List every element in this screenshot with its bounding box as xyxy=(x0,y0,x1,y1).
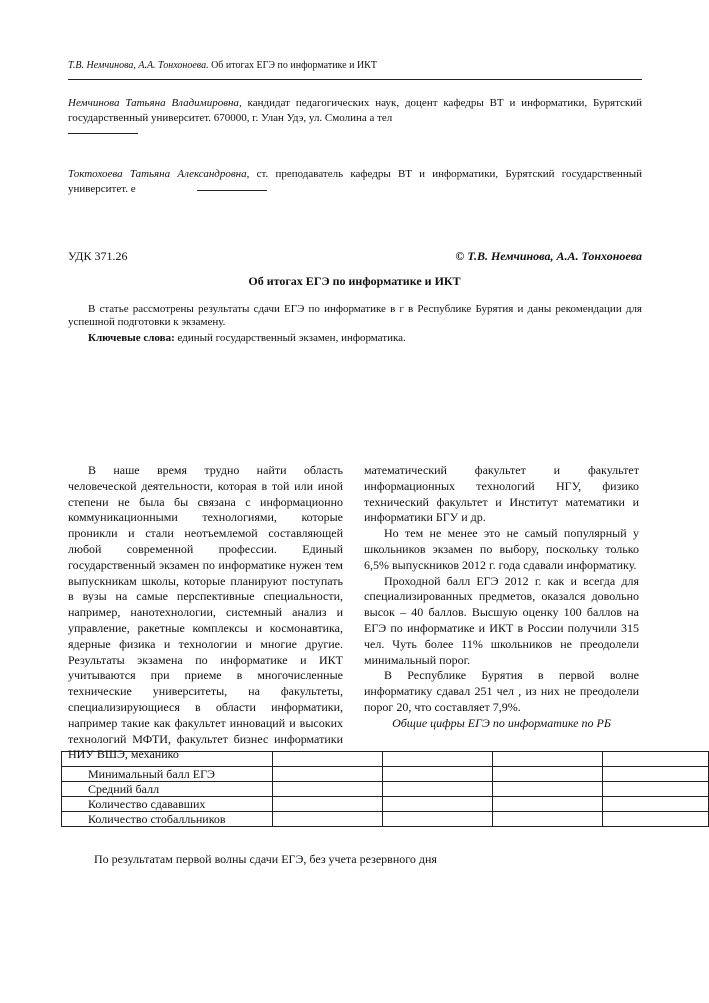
table-cell-label xyxy=(62,752,273,767)
copyright: © Т.В. Немчинова, А.А. Тонхоноева xyxy=(455,249,642,263)
table-row xyxy=(62,782,709,797)
table-cell xyxy=(382,812,492,827)
table-cell-label: Минимальный балл ЕГЭ xyxy=(62,767,273,782)
author-info-1 xyxy=(68,96,642,126)
footnote: По результатам первой волны сдачи ЕГЭ, без учета резервного дня xyxy=(94,852,437,866)
keywords-text: единый государственный экзамен, информатика. xyxy=(174,332,406,344)
body-paragraph: Но тем не менее это не самый популярный у школьников экзамен по выбору, поскольку только 6,5% выпускников 2012 г. года сдавали информатику. xyxy=(364,526,639,572)
table-cell xyxy=(492,797,603,812)
body-column-right xyxy=(364,463,639,732)
table-cell-label: Количество стобалльников xyxy=(62,812,273,827)
table-cell-label: Количество сдававших xyxy=(62,797,273,812)
running-header-title: Об итогах ЕГЭ по информатике и ИКТ xyxy=(211,60,377,71)
author-name-2: Токтохоева Татьяна Александровна xyxy=(68,168,247,180)
author-info-2 xyxy=(68,167,642,197)
table-cell xyxy=(492,752,603,767)
table-caption: Общие цифры ЕГЭ по информатике по РБ xyxy=(392,715,611,730)
table-cell xyxy=(272,812,382,827)
table-row xyxy=(62,752,709,767)
keywords xyxy=(88,332,406,344)
table-row xyxy=(62,767,709,782)
keywords-label: Ключевые слова: xyxy=(88,332,175,344)
header-rule xyxy=(68,79,642,80)
body-column-left xyxy=(68,463,343,763)
body-paragraph-continued: математический факультет и факультет информационных технологий НГУ, физико технический факультет и Институт математики и информатики БГУ и др. xyxy=(364,463,639,525)
body-paragraph: В Республике Бурятия в первой волне информатику сдавал 251 чел , из них не преодолели порог 20, что составляет 7,9%. xyxy=(364,668,639,714)
table-cell xyxy=(603,752,709,767)
udk-code: УДК 371.26 xyxy=(68,249,128,263)
abstract: В статье рассмотрены результаты сдачи ЕГЭ по информатике в г в Республике Бурятия и даны рекомендации для успешной подготовки к экзамену. xyxy=(68,303,642,328)
author-email-line-1 xyxy=(68,133,138,134)
author-email-line-2 xyxy=(197,190,267,191)
table-cell xyxy=(492,767,603,782)
table-cell-label: Средний балл xyxy=(62,782,273,797)
table-cell xyxy=(603,812,709,827)
paper-title: Об итогах ЕГЭ по информатике и ИКТ xyxy=(248,274,461,288)
table-row xyxy=(62,812,709,827)
author-name-1: Немчинова Татьяна Владимировна xyxy=(68,97,239,109)
table-cell xyxy=(603,767,709,782)
table-cell xyxy=(492,782,603,797)
body-paragraph: В наше время трудно найти область человеческой деятельности, которая в той или иной степени не была бы связана с информационно коммуникационными технологиями, которые проникли и стали неотъемлемой составляющей любой современной профессии. Единый государственный экзамен по информатике нужен тем выпускникам школы, которые планируют поступать в вузы на самые перспективные специальности, например, нанотехнологии, системный анализ и управление, ракетные комплексы и космонавтика, ядерные физика и технологии и многие другие. Результаты экзамена по информатике и ИКТ учитываются при приеме в многочисленные технические университеты, на факультеты, специализирующиеся в области информатики, например такие как факультет инноваций и высоких технологий МФТИ, факультет бизнес информатики НИУ ВШЭ, механико xyxy=(68,463,343,762)
table-cell xyxy=(492,812,603,827)
table-cell xyxy=(272,782,382,797)
table-cell xyxy=(272,767,382,782)
table-cell xyxy=(603,782,709,797)
author-affiliation-1: , кандидат педагогических наук, доцент кафедры ВТ и информатики, Бурятский государственный университет. 670000, г. Улан Удэ, ул. Смолина а тел xyxy=(68,97,643,124)
table-cell xyxy=(272,752,382,767)
table-cell xyxy=(382,752,492,767)
table-cell xyxy=(603,797,709,812)
results-table xyxy=(61,751,709,827)
author-affiliation-2: , ст. преподаватель кафедры ВТ и информатики, Бурятский государственный университет. е xyxy=(68,168,642,195)
table-row xyxy=(62,797,709,812)
table-cell xyxy=(272,797,382,812)
body-paragraph: Проходной балл ЕГЭ 2012 г. как и всегда для специализированных предметов, оказался довольно высок – 40 баллов. Высшую оценку 100 баллов на ЕГЭ по информатике и ИКТ в России получили 315 чел. Чуть более 11% школьников не преодолели минимальный порог. xyxy=(364,573,639,667)
running-header xyxy=(68,60,377,71)
table-cell xyxy=(382,797,492,812)
running-header-authors: Т.В. Немчинова, А.А. Тонхоноева. xyxy=(68,60,209,71)
table-cell xyxy=(382,782,492,797)
table-cell xyxy=(382,767,492,782)
